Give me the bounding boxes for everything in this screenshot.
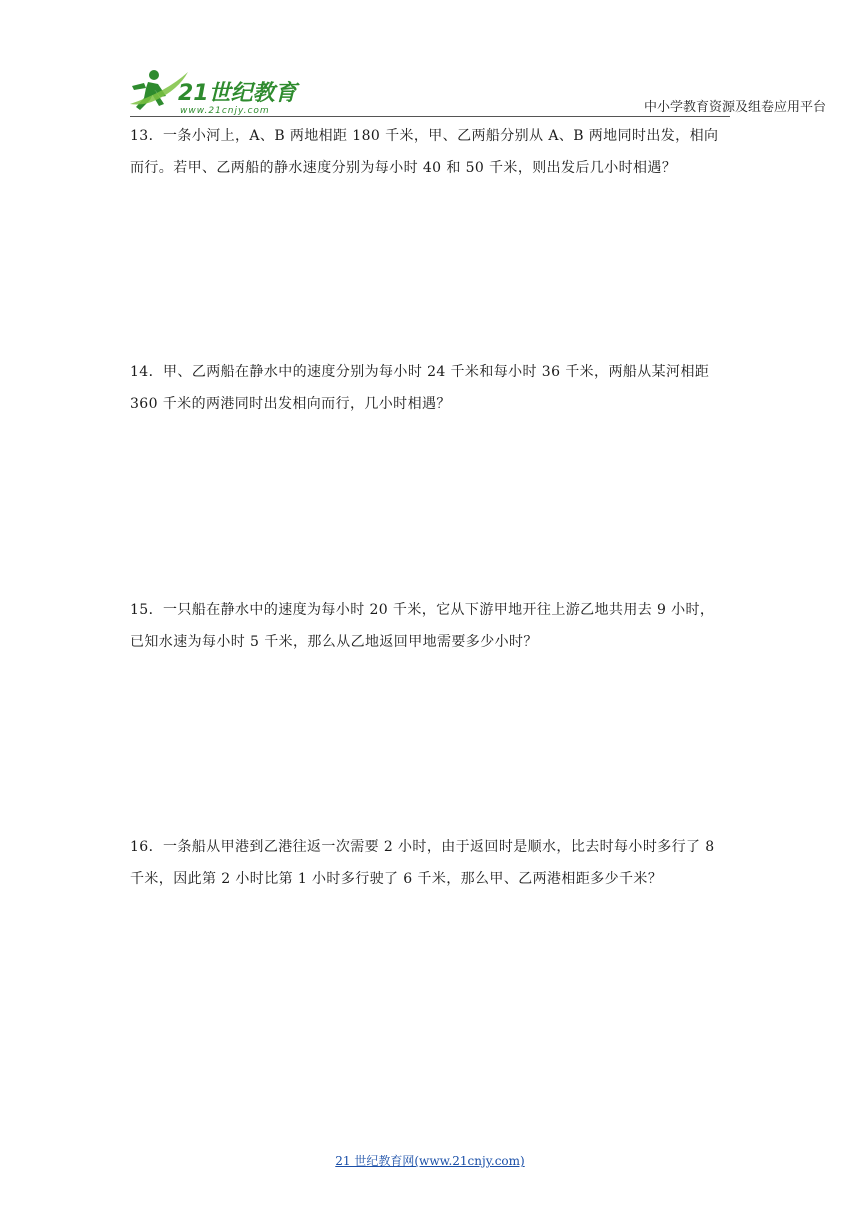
question-line: 13．一条小河上，A、B 两地相距 180 千米，甲、乙两船分别从 A、B 两地同时出发，相向 (130, 128, 719, 144)
page-footer (0, 1152, 860, 1169)
question-line: 14．甲、乙两船在静水中的速度分别为每小时 24 千米和每小时 36 千米，两船从某河相距 (130, 364, 710, 380)
question-line: 已知水速为每小时 5 千米，那么从乙地返回甲地需要多少小时？ (130, 634, 538, 650)
question-line: 而行。若甲、乙两船的静水速度分别为每小时 40 和 50 千米，则出发后几小时相遇？ (130, 160, 677, 176)
site-logo[interactable] (126, 66, 306, 116)
logo-brand-text: 21世纪教育 (178, 81, 297, 106)
question-14 (130, 356, 740, 420)
platform-title: 中小学教育资源及组卷应用平台 (643, 100, 826, 115)
question-line: 16．一条船从甲港到乙港往返一次需要 2 小时，由于返回时是顺水，比去时每小时多行了 8 (130, 839, 715, 855)
question-line: 360 千米的两港同时出发相向而行，几小时相遇？ (130, 396, 451, 412)
page-header (126, 62, 826, 118)
runner-logo-icon (126, 66, 306, 116)
logo-url-text: www.21cnjy.com (180, 106, 270, 116)
question-line: 15．一只船在静水中的速度为每小时 20 千米，它从下游甲地开往上游乙地共用去 9 小时， (130, 602, 715, 618)
footer-link[interactable]: 21 世纪教育网(www.21cnjy.com) (335, 1154, 525, 1168)
question-16 (130, 831, 740, 895)
question-13 (130, 120, 740, 184)
question-15 (130, 594, 740, 658)
question-line: 千米，因此第 2 小时比第 1 小时多行驶了 6 千米，那么甲、乙两港相距多少千米？ (130, 871, 663, 887)
header-divider (130, 116, 730, 117)
